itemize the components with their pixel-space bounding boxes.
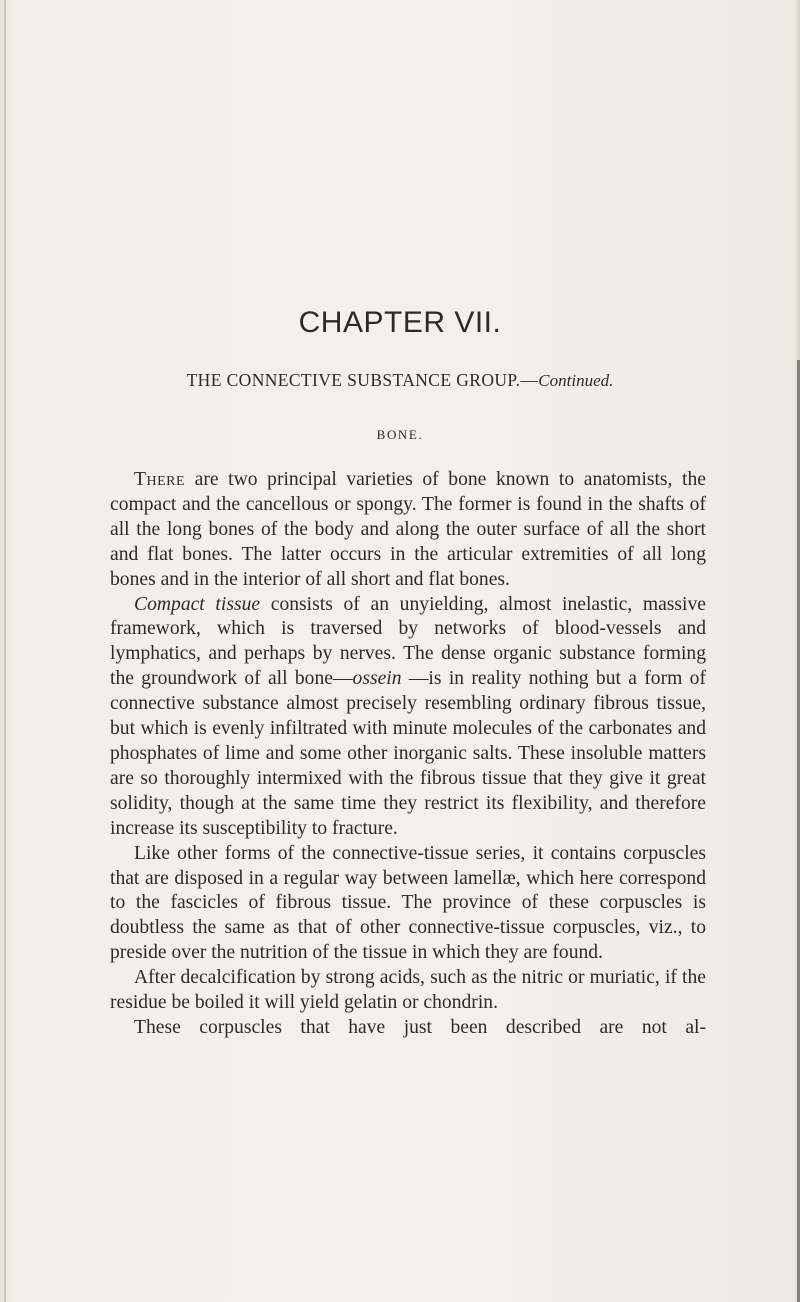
paragraph-1 (110, 468, 706, 593)
paragraph-text: These corpuscles that have just been described are not al- (134, 1016, 706, 1038)
paragraph-text: are two principal varieties of bone known to anatomists, the compact and the cancellous or spongy. The former is found in the shafts of all the long bones of the body and along the outer surface of all the short and flat bones. The latter occurs in the articular extremities of all long bones and in the interior of all short and flat bones. (110, 469, 706, 590)
term-compact-tissue: Compact tissue (134, 593, 261, 615)
paragraph-text: After decalcification by strong acids, such as the nitric or muriatic, if the residue be boiled it will yield gelatin or chondrin. (110, 967, 706, 1014)
paragraph-2 (110, 593, 706, 842)
paragraph-5 (110, 1016, 706, 1041)
subtitle-main: THE CONNECTIVE SUBSTANCE GROUP.— (186, 370, 539, 390)
paragraph-4 (110, 966, 706, 1016)
paragraph-text: Like other forms of the connective-tissue series, it contains corpuscles that are disposed in a regular way between lamellæ, which here correspond to the fascicles of fibrous tissue. The province of these corpuscles is doubtless the same as that of other connective-tissue corpuscles, viz., to preside over the nutrition of the tissue in which they are found. (110, 842, 706, 964)
chapter-title: CHAPTER VII. (298, 306, 502, 339)
chapter-subtitle (0, 370, 800, 391)
paragraph-lead-word: There (134, 469, 186, 490)
paragraph-3 (110, 842, 706, 967)
body-text (110, 468, 706, 1041)
section-heading: BONE. (376, 427, 424, 442)
term-ossein: ossein (352, 668, 402, 690)
page-spine-shadow (4, 0, 6, 1302)
subtitle-continued: Continued. (538, 371, 614, 390)
paragraph-text: consists of an unyielding, almost inelastic, massive framework, which is traversed by networks of blood-vessels and lymphatics, and perhaps by nerves. The dense organic substance forming the groundwork of all bone— (110, 593, 706, 690)
paragraph-text: —is in reality nothing but a form of connective substance almost precisely resembling ordinary fibrous tissue, but which is evenly infiltrated with minute molecules of the carbonates and phosphates of lime and some other inorganic salts. These insoluble matters are so thoroughly intermixed with the fibrous tissue that they give it great solidity, though at the same time they restrict its flexibility, and therefore increase its susceptibility to fracture. (110, 668, 706, 839)
